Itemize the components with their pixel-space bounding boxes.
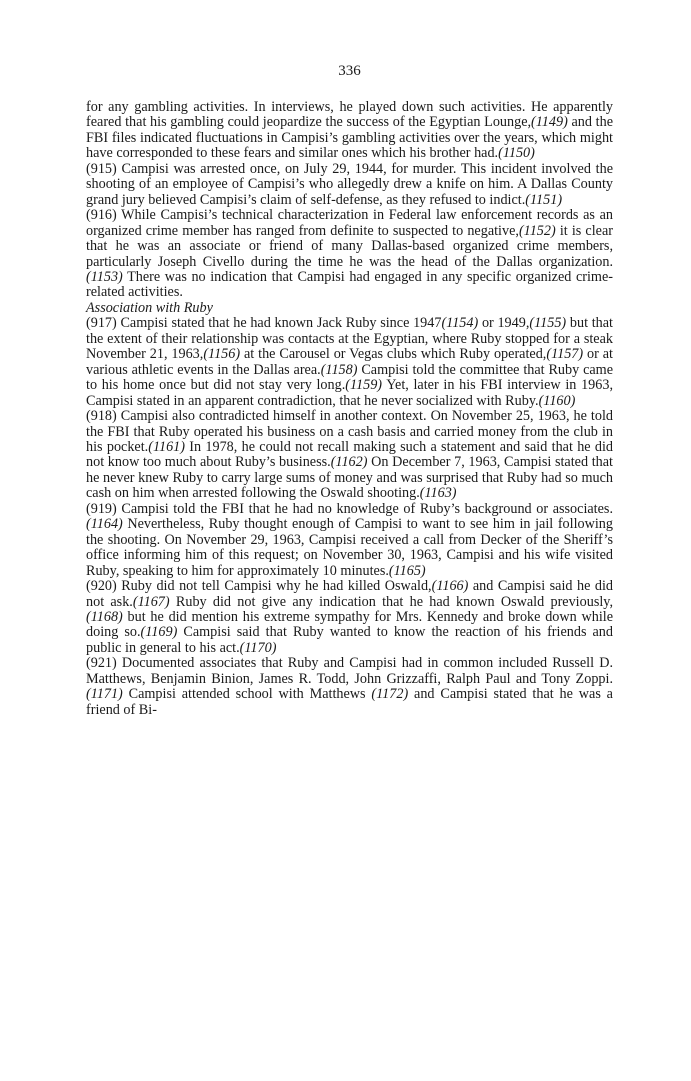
paragraph-p918 bbox=[86, 409, 613, 502]
document-body bbox=[86, 100, 613, 718]
footnote-reference: (1168) bbox=[86, 608, 123, 625]
text-segment: or at various athletic events in the Dallas area. bbox=[86, 346, 613, 378]
text-segment: Yet, later in his FBI interview in 1963, Campisi stated in an apparent contradiction, that he never socialized with Ruby. bbox=[86, 377, 613, 409]
footnote-reference: (1156) bbox=[203, 346, 241, 363]
text-segment: (919) Campisi told the FBI that he had no knowledge of Ruby’s background or associates. bbox=[86, 500, 613, 517]
text-segment: In 1978, he could not recall making such a statement and said that he did not know too much about Ruby’s business. bbox=[86, 438, 614, 471]
footnote-reference: (1160) bbox=[538, 392, 576, 409]
footnote-reference: (1163) bbox=[419, 485, 457, 502]
footnote-reference: (1164) bbox=[86, 516, 123, 533]
footnote-reference: (1170) bbox=[239, 639, 277, 656]
paragraph-p917 bbox=[86, 316, 613, 409]
footnote-reference: (1153) bbox=[86, 268, 123, 285]
text-segment: (917) Campisi stated that he had known Jack Ruby since 1947 bbox=[86, 315, 442, 332]
text-segment: (916) While Campisi’s technical characterization in Federal law enforcement records as an organized crime member has ranged from definite to suspected to negative, bbox=[86, 207, 613, 239]
footnote-reference: (1159) bbox=[345, 377, 383, 394]
footnote-reference: (1152) bbox=[518, 222, 556, 239]
text-segment: Campisi said that Ruby wanted to know the reaction of his friends and public in general to his act. bbox=[86, 624, 613, 656]
text-segment: or 1949, bbox=[478, 315, 530, 332]
page-number: 336 bbox=[338, 63, 361, 79]
text-segment: Association with Ruby bbox=[86, 299, 213, 316]
text-segment: (915) Campisi was arrested once, on July 29, 1944, for murder. This incident involved the shooting of an employee of Campisi’s who allegedly drew a knife on him. A Dallas County grand jury believed Campisi’s claim of self-defense, as they refused to indict. bbox=[86, 160, 613, 208]
footnote-reference: (1157) bbox=[546, 346, 584, 363]
text-segment: Campisi told the committee that Ruby came to his home once but did not stay very long. bbox=[86, 361, 613, 394]
text-segment: and Campisi stated that he was a friend of Bi- bbox=[86, 686, 613, 718]
section-heading bbox=[86, 301, 613, 316]
text-segment: and Campisi said he did not ask. bbox=[86, 578, 613, 610]
footnote-reference: (1154) bbox=[441, 315, 479, 332]
text-segment: for any gambling activities. In interviews, he played down such activities. He apparently feared that his gambling could jeopardize the success of the Egyptian Lounge, bbox=[86, 99, 613, 131]
paragraph-p919 bbox=[86, 502, 613, 579]
footnote-reference: (1169) bbox=[140, 624, 178, 641]
text-segment: (921) Documented associates that Ruby and Campisi had in common included Russell D. Matthews, Benjamin Binion, James R. Todd, John Grizzaffi, Ralph Paul and Tony Zoppi. bbox=[86, 655, 613, 687]
footnote-reference: (1150) bbox=[498, 145, 535, 162]
footnote-reference: (1162) bbox=[330, 454, 368, 471]
text-segment: it is clear that he was an associate or friend of many Dallas-based organized crime members, particularly Joseph Civello during the time he was the head of the Dallas organization. bbox=[86, 222, 613, 270]
footnote-reference: (1172) bbox=[371, 686, 409, 703]
paragraph-p916 bbox=[86, 208, 613, 301]
paragraph-p915 bbox=[86, 162, 613, 208]
text-segment: Ruby did not give any indication that he had known Oswald previously, bbox=[169, 593, 613, 610]
paragraph-p0 bbox=[86, 100, 613, 162]
text-segment: Campisi attended school with Matthews bbox=[122, 686, 372, 703]
paragraph-p920 bbox=[86, 579, 613, 656]
text-segment: but he did mention his extreme sympathy for Mrs. Kennedy and broke down while doing so. bbox=[86, 608, 613, 641]
paragraph-p921 bbox=[86, 656, 613, 718]
text-segment: (920) Ruby did not tell Campisi why he had killed Oswald, bbox=[86, 578, 432, 595]
text-segment: There was no indication that Campisi had engaged in any specific organized crime-related activities. bbox=[86, 268, 613, 301]
footnote-reference: (1171) bbox=[86, 686, 123, 703]
footnote-reference: (1165) bbox=[388, 562, 426, 579]
footnote-reference: (1149) bbox=[531, 114, 568, 131]
text-segment: and the FBI files indicated fluctuations in Campisi’s gambling activities over the years, which might have corresponded to these fears and similar ones which his brother had. bbox=[86, 114, 613, 162]
footnote-reference: (1155) bbox=[529, 315, 567, 332]
text-segment: at the Carousel or Vegas clubs which Ruby operated, bbox=[240, 346, 547, 363]
text-segment: Nevertheless, Ruby thought enough of Campisi to want to see him in jail following the shooting. On November 29, 1963, Campisi received a call from Decker of the Sheriff’s office informing him of this request; on November 30, 1963, Campisi and his wife visited Ruby, speaking to him for approximately 10 minutes. bbox=[86, 516, 613, 579]
footnote-reference: (1151) bbox=[525, 191, 563, 208]
text-segment: On December 7, 1963, Campisi stated that he never knew Ruby to carry large sums of money and was surprised that Ruby had so much cash on him when arrested following the Oswald shooting. bbox=[86, 454, 613, 502]
text-segment: (918) Campisi also contradicted himself in another context. On November 25, 1963, he told the FBI that Ruby operated his business on a cash basis and carried money from the club in his pocket. bbox=[86, 408, 613, 455]
footnote-reference: (1167) bbox=[132, 593, 170, 610]
text-segment: but that the extent of their relationship was contacts at the Egyptian, where Ruby stopped for a steak November 21, 1963, bbox=[86, 315, 613, 363]
footnote-reference: (1158) bbox=[320, 361, 358, 378]
footnote-reference: (1166) bbox=[431, 578, 469, 595]
footnote-reference: (1161) bbox=[148, 438, 185, 455]
document-page bbox=[86, 62, 613, 718]
